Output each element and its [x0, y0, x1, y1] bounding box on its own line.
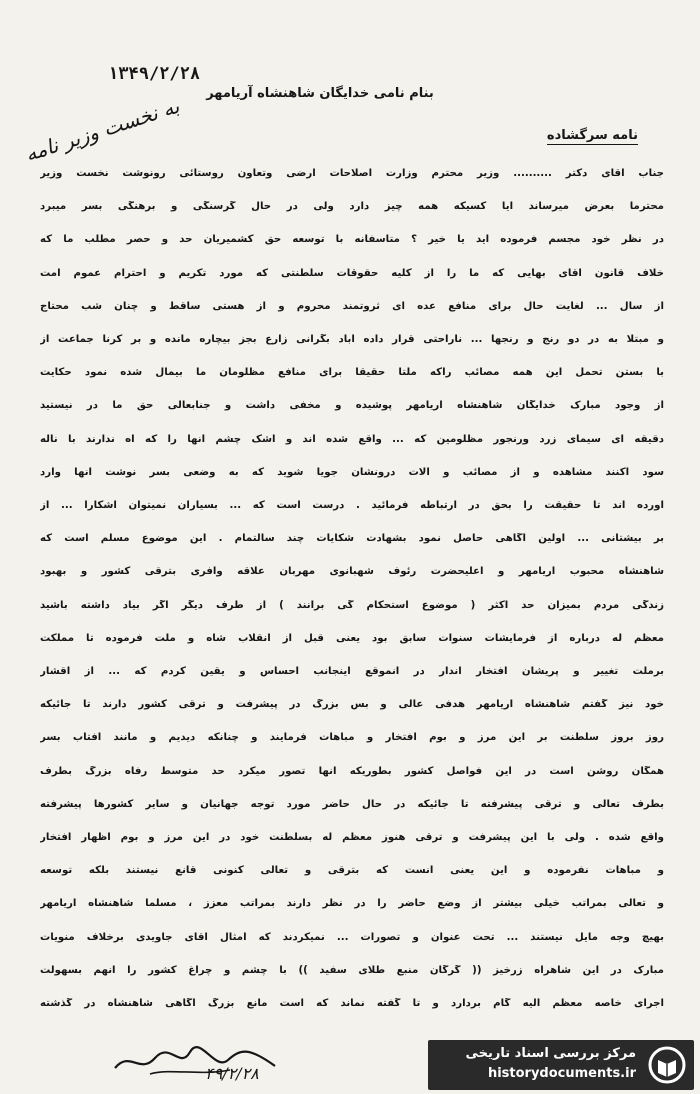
handwritten-note: به نخست وزیر نامه — [22, 93, 183, 167]
letter-line: سود اکنند مشاهده و از مصائب و آلات درونشان جویا شوید که به وضعی بسر نوشت آنها وارد — [40, 466, 664, 478]
letter-line: بر بیشتانی ... اولین آگاهی حاصل نمود بشهادت شکایات چند سالتمام . این موضوع مسلم است که — [40, 533, 664, 545]
document-heading: بنام نامی خدایگان شاهنشاه آریامهر — [206, 86, 434, 101]
archive-watermark — [428, 1040, 694, 1090]
letter-line: با بستن تحمل این همه مصائب راکه ملتا حقیقا برای منافع مظلومان ما بیمال شده نمود حکایت — [40, 367, 664, 379]
letter-line: مبارک در این شاهراه زرخیز (( گرگان منبع طلای سفید )) با چشم و چراغ کشور را آنهم بسهولت — [40, 964, 664, 976]
letter-line: و تعالی بمراتب خیلی بیشتر از وضع حاضر را در نظر دارند بمراتب معزز ، مسلما شاهنشاه آریامهر — [40, 898, 664, 910]
letter-line: و مبتلا به در دو رنج و رنجها ... ناراحتی قرار داده آباد بگرانی زارع بجز بیچاره مانده و بر کرنا جماعت از — [40, 334, 664, 345]
watermark-title: مرکز بررسی اسناد تاریخی — [465, 1046, 636, 1061]
letter-line: برملت تغییر و پریشان افتخار اندار در آنموقع اینجانب احساس و یقین کردم که ... از اقشار — [40, 666, 664, 677]
letter-line: محترما بعرض میرساند آیا کسیکه همه چیز دارد ولی در حال گرسنگی و برهنگی بسر میبرد — [40, 201, 664, 213]
letter-line: و مباهات نفرموده و این یعنی آنست که بترقی و تعالی کنونی قانع نیستند بلکه توسعه — [40, 865, 664, 877]
watermark-url: historydocuments.ir — [487, 1066, 636, 1081]
letter-line: از سال ... لغایت حال برای منافع عده ای ثروتمند محروم و از هستی ساقط و چنان شب محتاج — [40, 300, 664, 312]
signature-date: ۴۹/۲/۲۸ — [205, 1064, 259, 1083]
letter-line: دقیقه ای سیمای زرد ورنجور مظلومین که ... واقع شده اند و اشک چشم آنها را که آه ندارند با ناله — [40, 433, 664, 445]
letter-line: بهیچ وجه مایل نیستند ... تحت عنوان و تصورات ... نمیکردند که امثال آقای جاویدی برخلاف منویات — [40, 931, 664, 943]
subject-label: نامه سرگشاده — [546, 128, 638, 143]
letter-line: آورده اند تا حقیقت را بحق در ارتباطه فرمائید . درست است که ... بسیاران نمیتوان آشکارا ... از — [40, 500, 664, 511]
letter-line: اجرای خاصه معظم الیه گام بردارد و تا گفته نماند که است مانع بزرگ آگاهی شاهنشاه در گذشته — [40, 998, 664, 1009]
letter-line: شاهنشاه محبوب آریامهر و اعلیحضرت رئوف شهبانوی مهربان علاقه وافری بترقی کشور و بهبود — [40, 566, 664, 578]
letter-line: واقع شده . ولی با این پیشرفت و ترقی هنوز معظم له بسلطنت خود در این مرز و بوم اظهار افتخار — [40, 832, 664, 843]
letter-line: همگان روشن است در این فواصل کشور بطوریکه آنها تصور میکرد حد متوسط رفاه بزرگ بطرف — [40, 765, 664, 777]
letter-line: خلاف قانون آقای بهایی که ما را از کلیه حقوقات سلطنتی که مورد تکریم و احترام عموم امت — [40, 267, 664, 279]
letter-line: روز بروز سلطنت بر این مرز و بوم افتخار و مباهات فرمایند و چنانکه دیدیم و مانند آفتاب بسر — [40, 732, 664, 744]
letter-line: از وجود مبارک خدایگان شاهنشاه آریامهر پوشیده و مخفی داشت و جنابعالی حق ما در نیستید — [40, 400, 664, 412]
letter-line: معظم له درباره از فرمایشات سنوات سابق بود یعنی قبل از انقلاب شاه و ملت فرموده تا مملکت — [40, 632, 664, 644]
book-emblem-icon — [648, 1046, 686, 1084]
letter-line: جناب آقای دکتر .......... وزیر محترم وزارت اصلاحات ارضی وتعاون روستائی رونوشت نخست وزیر — [40, 168, 664, 179]
document-date: ۱۳۴۹/۲/۲۸ — [108, 64, 201, 84]
letter-line: خود نیز گفتم شاهنشاه آریامهر هدفی عالی و بس بزرگ در پیشرفت و ترقی کشور دارند تا جائیکه — [40, 699, 664, 711]
letter-line: زندگی مردم بمیزان حد اکثر ( موضوع استحکام گی برآنند ) از طرف دیگر اگر بیاد داشته باشید — [40, 599, 664, 611]
letter-line: در نظر خود مجسم فرموده اید یا خیر ؟ متاسفانه با توسعه حق کشمیریان حد و حصر مطلب ما که — [40, 234, 664, 246]
letter-line: بطرف تعالی و ترقی پیشرفته تا جائیکه در حال حاضر مورد توجه جهانیان و سایر کشورها پیشرفته — [40, 798, 664, 810]
